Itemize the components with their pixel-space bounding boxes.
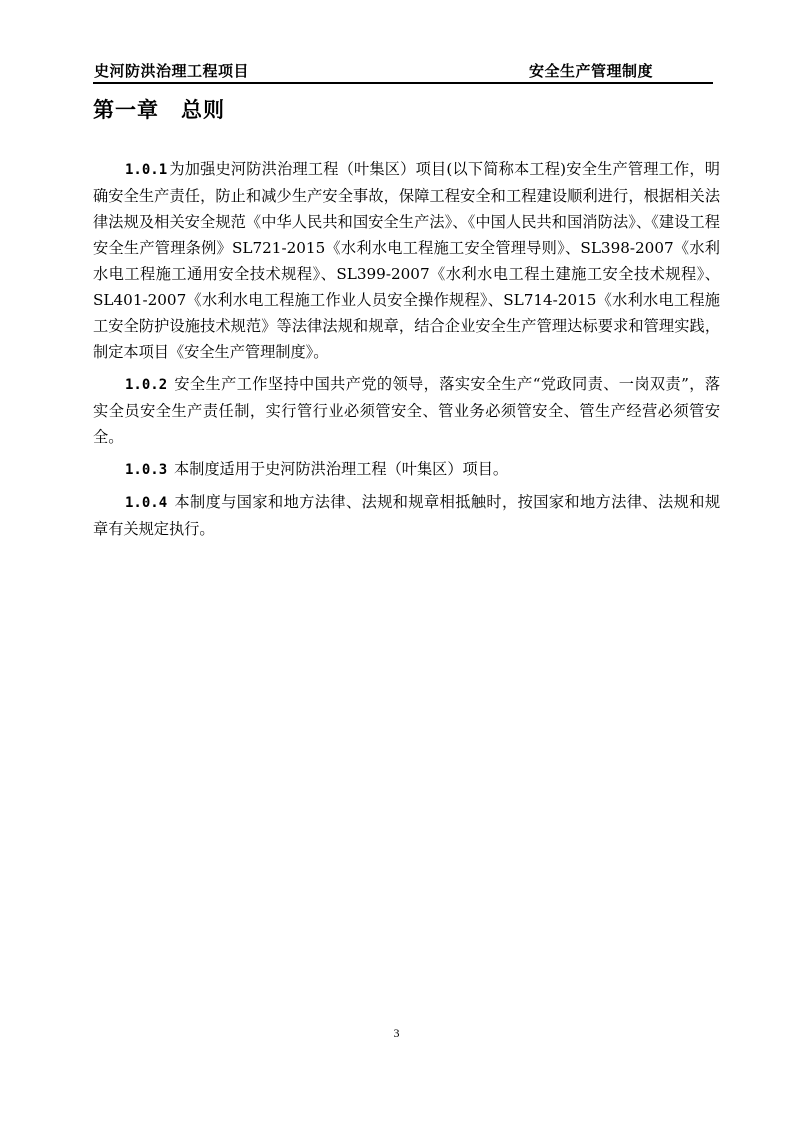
chapter-title: 第一章 总则 [93,98,225,122]
clause [93,456,720,483]
chapter-body [93,156,720,548]
clause [93,371,720,450]
clause-text: 本制度与国家和地方法律、法规和规章相抵触时，按国家和地方法律、法规和规章有关规定执行。 [93,493,721,538]
clause-number: 1.0.3 [125,462,168,478]
project-title: 史河防洪治理工程项目 [94,62,250,80]
clause-text: 安全生产工作坚持中国共产党的领导，落实安全生产“党政同责、一岗双责”，落实全员安全生产责任制，实行管行业必须管安全、管业务必须管安全、管生产经营必须管安全。 [93,375,721,446]
page-number: 3 [393,1026,400,1040]
clause-number: 1.0.2 [125,377,168,393]
clause-number: 1.0.1 [125,162,168,178]
clause-text: 为加强史河防洪治理工程（叶集区）项目(以下简称本工程)安全生产管理工作，明确安全生产责任，防止和减少生产安全事故，保障工程安全和工程建设顺利进行，根据相关法律法规及相关安全规范《中华人民共和国安全生产法》、《中国人民共和国消防法》、《建设工程安全生产管理条例》SL721-2015《水利水电工程施工安全管理导则》、SL398-2007《水利水电工程施工通用安全技术规程》、SL399-2007《水利水电工程土建施工安全技术规程》、SL401-2007《水利水电工程施工作业人员安全操作规程》、SL714-2015《水利水电工程施工安全防护设施技术规范》等法律法规和规章，结合企业安全生产管理达标要求和管理实践，制定本项目《安全生产管理制度》。 [93,160,720,361]
clause [93,156,720,365]
clause-number: 1.0.4 [125,495,168,511]
clause-text: 本制度适用于史河防洪治理工程（叶集区）项目。 [173,460,509,478]
clause [93,489,720,542]
page-header [93,56,713,84]
document-title: 安全生产管理制度 [528,62,653,80]
